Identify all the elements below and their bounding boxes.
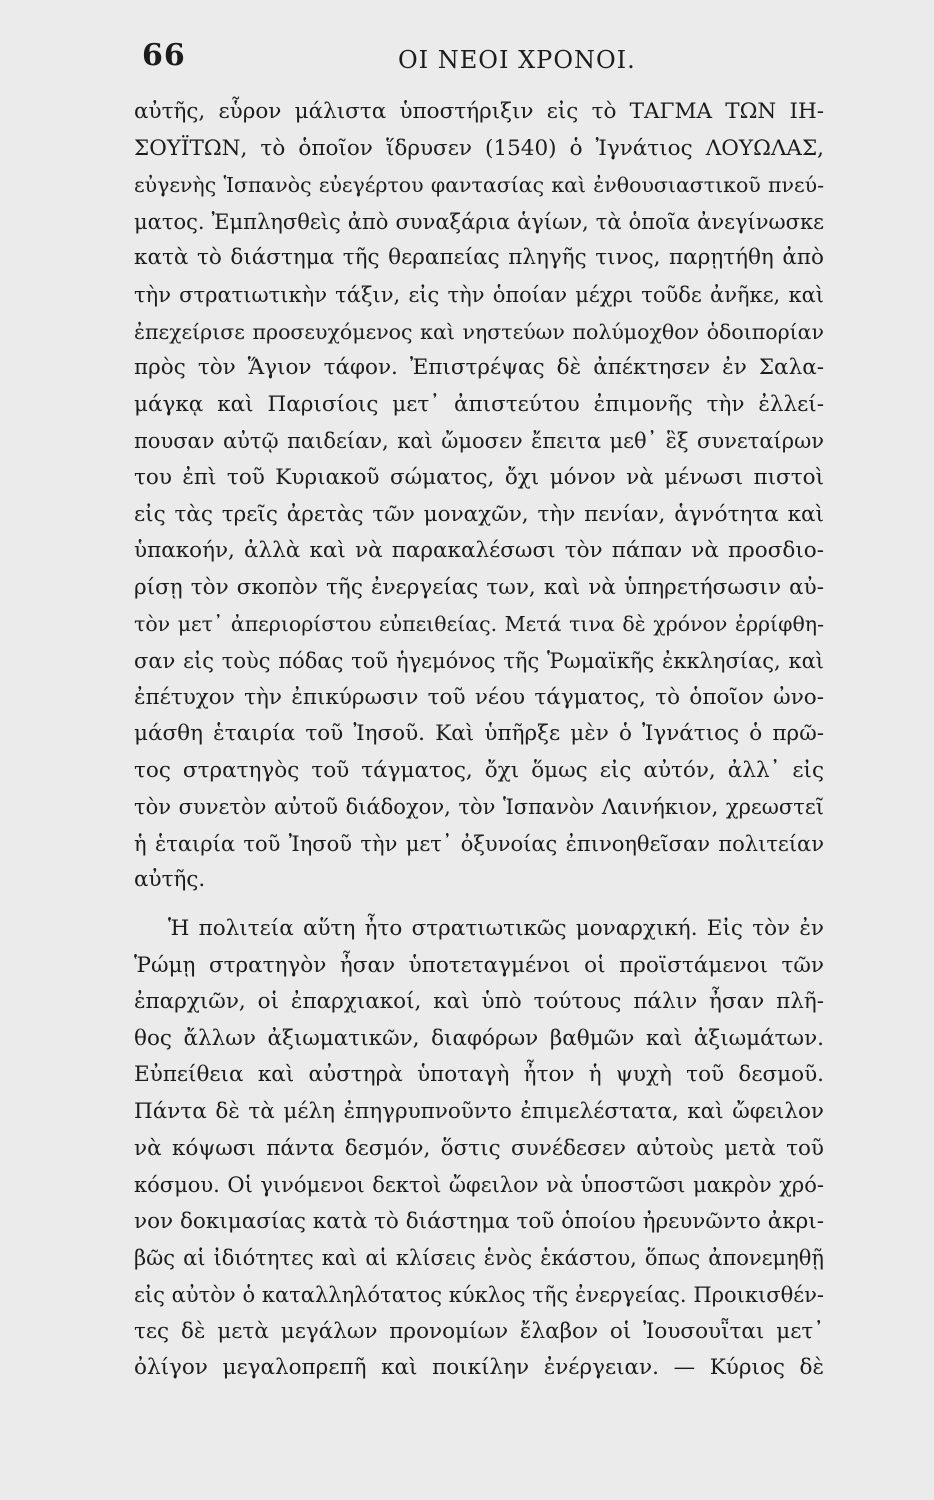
text-line: μάγκᾳ καὶ Παρισίοις μετ᾽ ἀπιστεύτου ἐπιμονῆς τὴν ἐλλεί-: [134, 391, 824, 417]
paragraph-2: [134, 911, 824, 1387]
text-line: τος στρατηγὸς τοῦ τάγματος, ὄχι ὅμως εἰς αὐτόν, ἀλλ᾽ εἰς: [134, 757, 824, 783]
text-line: ματος. Ἐμπλησθεὶς ἀπὸ συναξάρια ἁγίων, τὰ ὁποῖα ἀνεγίνωσκε: [134, 209, 824, 234]
text-line: εὐγενὴς Ἱσπανὸς εὐεγέρτου φαντασίας καὶ ἐνθουσιαστικοῦ πνεύ-: [134, 173, 824, 198]
text-line: ἐπεχείρισε προσευχόμενος καὶ νηστεύων πολύμοχθον ὁδοιπορίαν: [134, 319, 824, 344]
text-line: τὸν μετ᾽ ἀπεριορίστου εὐπειθείας. Μετά τινα δὲ χρόνον ἐρρίφθη-: [134, 612, 824, 637]
text-line: ΣΟΥΪΤΩΝ, τὸ ὁποῖον ἵδρυσεν (1540) ὁ Ἰγνάτιος ΛΟΥΩΛΑΣ,: [134, 135, 824, 161]
text-line: ὀλίγον μεγαλοπρεπῆ καὶ ποικίλην ἐνέργειαν. — Κύριος δὲ: [134, 1355, 824, 1381]
text-line: Ἡ πολιτεία αὕτη ἦτο στρατιωτικῶς μοναρχική. Εἰς τὸν ἐν: [168, 916, 824, 942]
text-line: τὴν στρατιωτικὴν τάξιν, εἰς τὴν ὁποίαν μέχρι τοῦδε ἀνῆκε, καὶ: [134, 282, 824, 307]
text-line: εἰς τὰς τρεῖς ἀρετὰς τῶν μοναχῶν, τὴν πενίαν, ἁγνότητα καὶ: [134, 501, 824, 527]
text-line: σαν εἰς τοὺς πόδας τοῦ ἡγεμόνος τῆς Ῥωμαϊκῆς ἐκκλησίας, καὶ: [134, 648, 824, 673]
text-line: νον δοκιμασίας κατὰ τὸ διάστημα τοῦ ὁποίου ἠρευνῶντο ἀκρι-: [134, 1208, 824, 1234]
text-line: ἐπέτυχον τὴν ἐπικύρωσιν τοῦ νέου τάγματος, τὸ ὁποῖον ὠνο-: [134, 684, 824, 710]
text-line: ρίσῃ τὸν σκοπὸν τῆς ἐνεργείας των, καὶ νὰ ὑπηρετήσωσιν αὐ-: [134, 574, 824, 600]
text-line: ἡ ἑταιρία τοῦ Ἰησοῦ τὴν μετ᾽ ὀξυνοίας ἐπινοηθεῖσαν πολιτείαν: [134, 831, 824, 856]
text-line: πουσαν αὐτῷ παιδείαν, καὶ ὤμοσεν ἔπειτα μεθ᾽ ἓξ συνεταίρων: [134, 429, 824, 454]
text-line: Πάντα δὲ τὰ μέλη ἐπηγρυπνοῦντο ἐπιμελέστατα, καὶ ὤφειλον: [134, 1099, 824, 1125]
text-line: τὸν συνετὸν αὐτοῦ διάδοχον, τὸν Ἱσπανὸν Λαινήκιον, χρεωστεῖ: [134, 795, 824, 820]
text-line: νὰ κόψωσι πάντα δεσμόν, ὅστις συνέδεσεν αὐτοὺς μετὰ τοῦ: [134, 1135, 824, 1161]
running-title: ΟΙ ΝΕΟΙ ΧΡΟΝΟΙ.: [398, 46, 636, 74]
page-number: 66: [142, 38, 186, 73]
paragraph-gap: [134, 899, 824, 911]
text-line: πρὸς τὸν Ἅγιον τάφον. Ἐπιστρέψας δὲ ἀπέκτησεν ἐν Σαλα-: [134, 355, 824, 381]
text-line: εἰς αὐτὸν ὁ καταλληλότατος κύκλος τῆς ἐνεργείας. Προικισθέν-: [134, 1283, 824, 1307]
text-line: ἐπαρχιῶν, οἱ ἐπαρχιακοί, καὶ ὑπὸ τούτους πάλιν ἦσαν πλῆ-: [134, 989, 824, 1015]
body-text: [134, 94, 824, 1387]
text-line: ὑπακοήν, ἀλλὰ καὶ νὰ παρακαλέσωσι τὸν πάπαν νὰ προσδιο-: [134, 538, 824, 564]
text-line: τες δὲ μετὰ μεγάλων προνομίων ἔλαβον οἱ Ἰουσουῗται μετ᾽: [134, 1318, 824, 1344]
paragraph-1: [134, 94, 824, 899]
text-line: θος ἄλλων ἀξιωματικῶν, διαφόρων βαθμῶν καὶ ἀξιωμάτων.: [134, 1025, 824, 1051]
text-line: Εὐπείθεια καὶ αὐστηρὰ ὑποταγὴ ἦτον ἡ ψυχὴ τοῦ δεσμοῦ.: [134, 1062, 824, 1088]
text-line: αὐτῆς.: [134, 867, 206, 893]
text-line: κόσμου. Οἱ γινόμενοι δεκτοὶ ὤφειλον νὰ ὑποστῶσι μακρὸν χρό-: [134, 1173, 824, 1198]
page-header: [0, 38, 934, 88]
text-line: βῶς αἱ ἰδιότητες καὶ αἱ κλίσεις ἑνὸς ἑκάστου, ὅπως ἀπονεμηθῇ: [134, 1246, 824, 1271]
text-line: του ἐπὶ τοῦ Κυριακοῦ σώματος, ὄχι μόνον νὰ μένωσι πιστοὶ: [134, 464, 824, 490]
text-line: κατὰ τὸ διάστημα τῆς θεραπείας πληγῆς τινος, παρῃτήθη ἀπὸ: [134, 245, 824, 271]
text-line: Ῥώμῃ στρατηγὸν ἦσαν ὑποτεταγμένοι οἱ προϊστάμενοι τῶν: [134, 952, 824, 978]
text-line: μάσθη ἑταιρία τοῦ Ἰησοῦ. Καὶ ὑπῆρξε μὲν ὁ Ἰγνάτιος ὁ πρῶ-: [134, 721, 824, 747]
text-line: αὐτῆς, εὗρον μάλιστα ὑποστήριξιν εἰς τὸ ΤΑΓΜΑ ΤΩΝ ΙΗ-: [134, 99, 824, 124]
